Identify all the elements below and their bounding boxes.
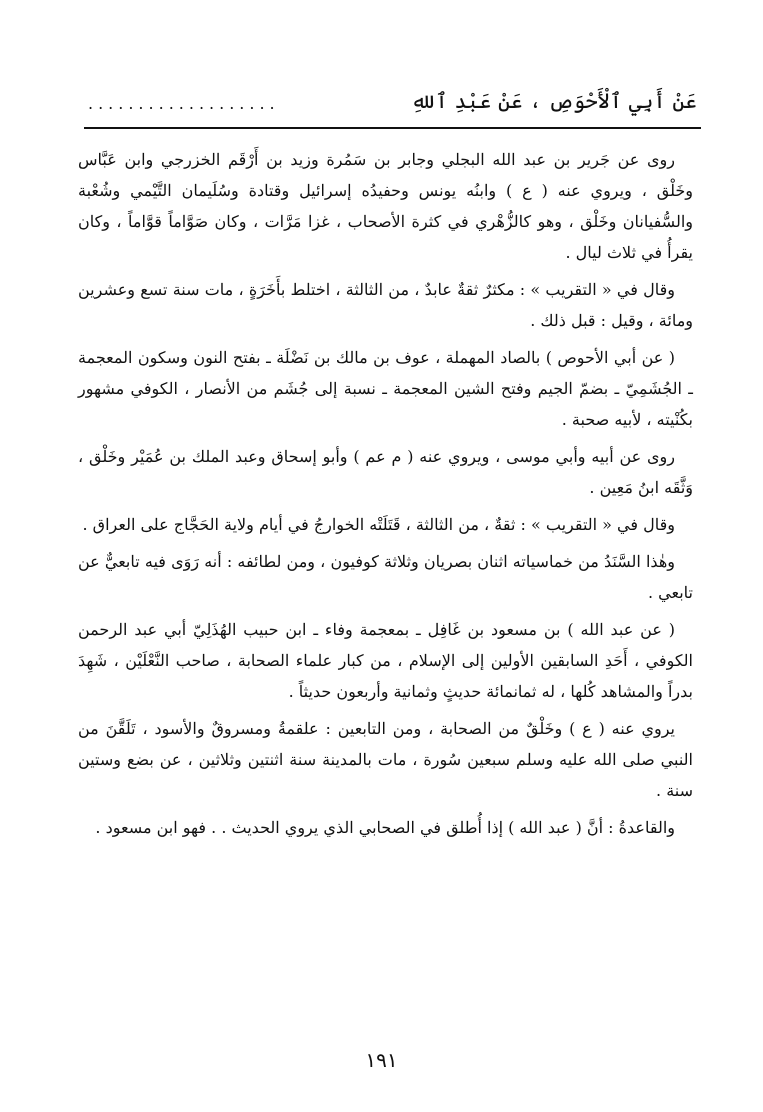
paragraph-6: وهٰذا السَّنَدُ من خماسياته اثنان بصريان وثلاثة كوفيون ، ومن لطائفه : أنه رَوَى فيه تابعيٌّ عن تابعي . bbox=[78, 552, 693, 602]
running-header-title: عَنْ أَبِي ٱلْأَحْوَصِ ، عَنْ عَبْدِ ٱللهِ bbox=[410, 89, 697, 113]
paragraph-8: يروي عنه ( ع ) وخَلْقٌ من الصحابة ، ومن التابعين : علقمةُ ومسروقٌ والأسود ، تَلَقَّنَ من النبي صلى الله عليه وسلم سبعين سُورة ، مات بالمدينة سنة اثنتين وثلاثين ، عن بضع وستين سنة . bbox=[78, 719, 693, 800]
running-header bbox=[88, 82, 697, 116]
paragraph-3: ( عن أبي الأحوص ) بالصاد المهملة ، عوف بن مالك بن نَضْلَة ـ بفتح النون وسكون المعجمة ـ الجُشَمِيّ ـ بضمّ الجيم وفتح الشين المعجمة ـ نسبة إلى جُشَم من الأنصار ، الكوفي مشهور بكُنْيته ، لأبيه صحبة . bbox=[78, 348, 693, 429]
page-body bbox=[78, 144, 693, 849]
page-number: ١٩١ bbox=[365, 1048, 398, 1072]
paragraph-7: ( عن عبد الله ) بن مسعود بن غَافِل ـ بمعجمة وفاء ـ ابن حبيب الهُذَلِيّ أبي عبد الرحمن الكوفي ، أَحَدِ السابقين الأولين إلى الإسلام ، من كبار علماء الصحابة ، صاحب النَّعْلَيْن ، شَهِدَ بدراً والمشاهد كُلها ، له ثمانمائة حديثٍ وثمانية وأربعون حديثاً . bbox=[78, 620, 693, 701]
paragraph-9: والقاعدةُ : أنَّ ( عبد الله ) إذا أُطلق في الصحابي الذي يروي الحديث . . فهو ابن مسعود . bbox=[95, 818, 675, 837]
paragraph-4: روى عن أبيه وأبي موسى ، ويروي عنه ( م عم ) وأبو إسحاق وعبد الملك بن عُمَيْر وخَلْق ، وَثَّقَه ابنُ مَعِين . bbox=[78, 447, 693, 497]
paragraph-2: وقال في « التقريب » : مكثرٌ ثقةٌ عابدٌ ، من الثالثة ، اختلط بأَخَرَةٍ ، مات سنة تسع وعشرين ومائة ، وقيل : قبل ذلك . bbox=[78, 280, 693, 330]
leader-dots: ................... bbox=[88, 94, 280, 113]
header-rule bbox=[84, 127, 701, 129]
paragraph-1: روى عن جَرير بن عبد الله البجلي وجابر بن سَمُرة وزيد بن أَرْقَم الخزرجي وابن عَبَّاس وخَلْق ، ويروي عنه ( ع ) وابنُه يونس وحفيدُه إسرائيل وقتادة وسُلَيمان التَّيْمي وشُعْبة والسُّفيانان وخَلْق ، وهو كالزُّهْري في كثرة الأصحاب ، غزا مَرَّات ، وكان صَوَّاماً قوَّاماً ، وكان يقرأُ في ثلاث ليال . bbox=[78, 150, 693, 262]
paragraph-5: وقال في « التقريب » : ثقةٌ ، من الثالثة ، قَتَلَتْه الخوارجُ في أيام ولاية الحَجَّاج على العراق . bbox=[82, 515, 675, 534]
